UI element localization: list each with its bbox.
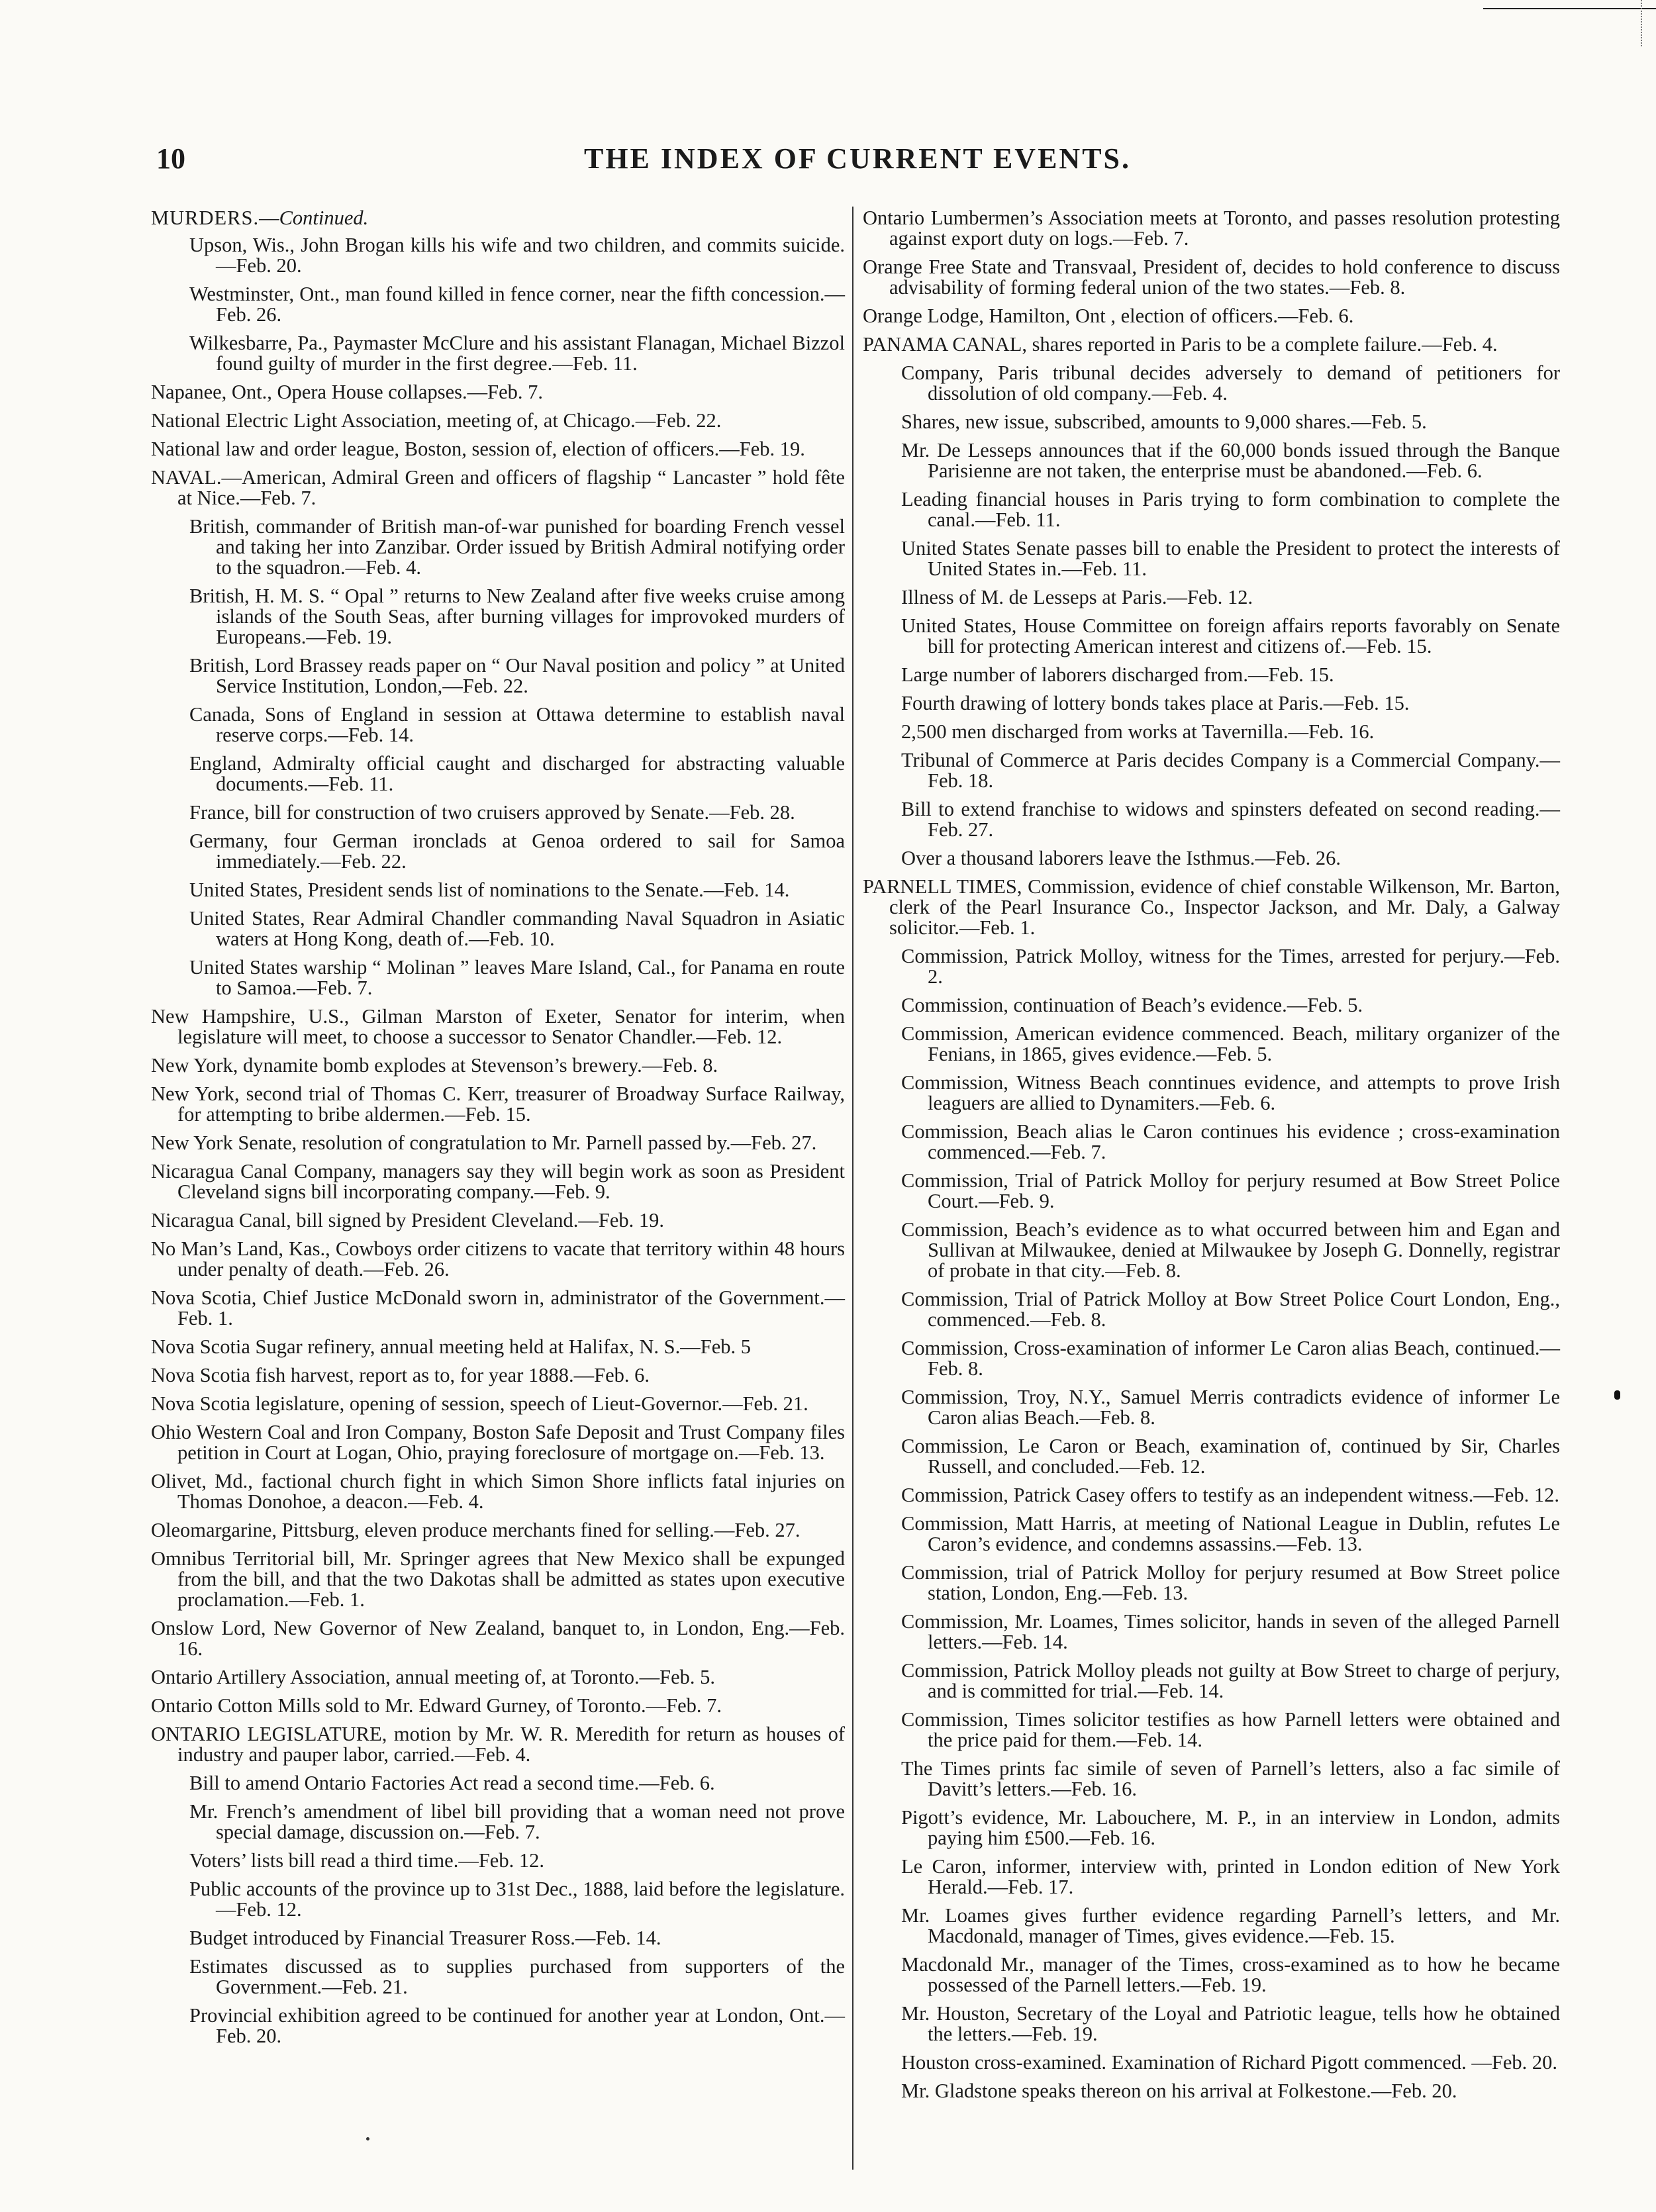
index-entry: Over a thousand laborers leave the Isthmus.—Feb. 26. xyxy=(901,847,1341,869)
index-entry: Omnibus Territorial bill, Mr. Springer agrees that New Mexico shall be expunged from the bill, and that the two Dakotas shall be admitted as states upon executive proclamation.—Feb. 1. xyxy=(151,1547,845,1611)
index-entry: Commission, trial of Patrick Molloy for perjury resumed at Bow Street police station, London, Eng.—Feb. 13. xyxy=(901,1561,1560,1604)
index-entry: Nicaragua Canal Company, managers say they will begin work as soon as President Cleveland signs bill incorporating company.—Feb. 9. xyxy=(151,1160,845,1203)
index-entry: New York, dynamite bomb explodes at Stevenson’s brewery.—Feb. 8. xyxy=(151,1054,718,1077)
index-entry: National Electric Light Association, meeting of, at Chicago.—Feb. 22. xyxy=(151,409,722,432)
index-entry: Commission, Times solicitor testifies as how Parnell letters were obtained and the price paid for them.—Feb. 14. xyxy=(901,1708,1560,1751)
index-entry: Commission, Matt Harris, at meeting of National League in Dublin, refutes Le Caron’s evidence, and condemns assassins.—Feb. 13. xyxy=(901,1512,1560,1555)
index-entry: France, bill for construction of two cruisers approved by Senate.—Feb. 28. xyxy=(189,801,795,824)
index-entry: Bill to extend franchise to widows and spinsters defeated on second reading.—Feb. 27. xyxy=(901,798,1560,841)
index-entry: New Hampshire, U.S., Gilman Marston of Exeter, Senator for interim, when legislature will meet, to choose a successor to Senator Chandler.—Feb. 12. xyxy=(151,1005,845,1048)
index-entry: Nova Scotia fish harvest, report as to, for year 1888.—Feb. 6. xyxy=(151,1364,650,1386)
index-entry: New York, second trial of Thomas C. Kerr, treasurer of Broadway Surface Railway, for attempting to bribe aldermen.—Feb. 15. xyxy=(151,1082,845,1126)
index-entry: The Times prints fac simile of seven of Parnell’s letters, also a fac simile of Davitt’s letters.—Feb. 16. xyxy=(901,1757,1560,1800)
index-entry: Commission, Beach alias le Caron continues his evidence ; cross-examination commenced.—Feb. 7. xyxy=(901,1120,1560,1163)
index-entry: Commission, Patrick Molloy pleads not guilty at Bow Street to charge of perjury, and is committed for trial.—Feb. 14. xyxy=(901,1659,1560,1702)
index-entry: Napanee, Ont., Opera House collapses.—Feb. 7. xyxy=(151,381,544,403)
index-entry: Commission, Cross-examination of informer Le Caron alias Beach, continued.—Feb. 8. xyxy=(901,1337,1560,1380)
index-entry: Commission, Witness Beach conntinues evidence, and attempts to prove Irish leaguers are allied to Dynamiters.—Feb. 6. xyxy=(901,1071,1560,1114)
index-entry: Le Caron, informer, interview with, printed in London edition of New York Herald.—Feb. 17. xyxy=(901,1855,1560,1898)
index-entry: Orange Lodge, Hamilton, Ont , election of officers.—Feb. 6. xyxy=(863,305,1354,327)
index-entry: Canada, Sons of England in session at Ottawa determine to establish naval reserve corps.—Feb. 14. xyxy=(189,703,845,746)
index-entry: Illness of M. de Lesseps at Paris.—Feb. 12. xyxy=(901,586,1253,608)
index-entry: Commission, continuation of Beach’s evidence.—Feb. 5. xyxy=(901,994,1363,1016)
section-heading-murders-continued xyxy=(151,208,845,228)
index-entry: Estimates discussed as to supplies purchased from supporters of the Government.—Feb. 21. xyxy=(189,1955,845,1998)
margin-ink-dot xyxy=(1614,1390,1620,1400)
index-entry: British, Lord Brassey reads paper on “ Our Naval position and policy ” at United Service Institution, London,—Feb. 22. xyxy=(189,654,845,697)
index-entry: Commission, Trial of Patrick Molloy at Bow Street Police Court London, Eng., commenced.—Feb. 8. xyxy=(901,1288,1560,1331)
index-entry: Commission, Beach’s evidence as to what occurred between him and Egan and Sullivan at Milwaukee, denied at Milwaukee by Joseph G. Donnelly, registrar of probate in that city.—Feb. 8. xyxy=(901,1218,1560,1282)
index-entry: United States Senate passes bill to enable the President to protect the interests of United States in.—Feb. 11. xyxy=(901,537,1560,580)
index-entry: British, commander of British man-of-war punished for boarding French vessel and taking her into Zanzibar. Order issued by British Admiral notifying order to the squadron.—Feb. 4. xyxy=(189,515,845,579)
index-entry: Ontario Artillery Association, annual meeting of, at Toronto.—Feb. 5. xyxy=(151,1666,716,1688)
index-entry: Nova Scotia, Chief Justice McDonald sworn in, administrator of the Government.—Feb. 1. xyxy=(151,1286,845,1329)
index-entry: Public accounts of the province up to 31st Dec., 1888, laid before the legislature.—Feb. 12. xyxy=(189,1878,845,1921)
index-entry: Company, Paris tribunal decides adversely to demand of petitioners for dissolution of old company.—Feb. 4. xyxy=(901,361,1560,405)
index-entry: Ontario Lumbermen’s Association meets at Toronto, and passes resolution protesting against export duty on logs.—Feb. 7. xyxy=(863,207,1560,250)
index-entry: British, H. M. S. “ Opal ” returns to New Zealand after five weeks cruise among islands of the South Seas, after burning villages for improvoked murders of Europeans.—Feb. 19. xyxy=(189,585,845,648)
index-entry: Germany, four German ironclads at Genoa ordered to sail for Samoa immediately.—Feb. 22. xyxy=(189,830,845,873)
page-header xyxy=(156,142,1559,175)
index-entry: Nicaragua Canal, bill signed by President Cleveland.—Feb. 19. xyxy=(151,1209,665,1231)
right-column xyxy=(863,208,1560,2188)
index-entry: Mr. French’s amendment of libel bill providing that a woman need not prove special damage, discussion on.—Feb. 7. xyxy=(189,1800,845,1843)
index-entry: United States, Rear Admiral Chandler commanding Naval Squadron in Asiatic waters at Hong Kong, death of.—Feb. 10. xyxy=(189,907,845,950)
heading-separator: — xyxy=(259,207,279,229)
section-heading-label: MURDERS. xyxy=(151,207,260,229)
index-entry: Budget introduced by Financial Treasurer Ross.—Feb. 14. xyxy=(189,1927,661,1949)
index-entry: Upson, Wis., John Brogan kills his wife and two children, and commits suicide.—Feb. 20. xyxy=(189,234,845,277)
index-entry: Commission, Le Caron or Beach, examination of, continued by Sir, Charles Russell, and concluded.—Feb. 12. xyxy=(901,1435,1560,1478)
index-entry: PARNELL TIMES, Commission, evidence of chief constable Wilkenson, Mr. Barton, clerk of the Pearl Insurance Co., Inspector Jackson, and Mr. Daly, a Galway solicitor.—Feb. 1. xyxy=(863,875,1560,939)
index-entry: Large number of laborers discharged from.—Feb. 15. xyxy=(901,663,1334,686)
index-entry: Commission, American evidence commenced. Beach, military organizer of the Fenians, in 1865, gives evidence.—Feb. 5. xyxy=(901,1022,1560,1065)
index-entry: Provincial exhibition agreed to be continued for another year at London, Ont.—Feb. 20. xyxy=(189,2004,845,2047)
index-entry: Voters’ lists bill read a third time.—Feb. 12. xyxy=(189,1849,544,1872)
index-entry: Shares, new issue, subscribed, amounts to 9,000 shares.—Feb. 5. xyxy=(901,410,1427,433)
index-entry: PANAMA CANAL, shares reported in Paris to be a complete failure.—Feb. 4. xyxy=(863,333,1498,356)
index-entry: Olivet, Md., factional church fight in which Simon Shore inflicts fatal injuries on Thomas Donohoe, a deacon.—Feb. 4. xyxy=(151,1470,845,1513)
index-entry: ONTARIO LEGISLATURE, motion by Mr. W. R. Meredith for return as houses of industry and pauper labor, carried.—Feb. 4. xyxy=(151,1723,845,1766)
index-entry: United States, House Committee on foreign affairs reports favorably on Senate bill for protecting American interest and citizens of.—Feb. 15. xyxy=(901,614,1560,657)
index-entry: NAVAL.—American, Admiral Green and officers of flagship “ Lancaster ” hold fête at Nice.—Feb. 7. xyxy=(151,466,845,509)
column-divider xyxy=(852,207,853,2170)
index-entry: Ontario Cotton Mills sold to Mr. Edward Gurney, of Toronto.—Feb. 7. xyxy=(151,1694,722,1717)
index-entry: Tribunal of Commerce at Paris decides Company is a Commercial Company.—Feb. 18. xyxy=(901,749,1560,792)
index-entry: Nova Scotia legislature, opening of session, speech of Lieut-Governor.—Feb. 21. xyxy=(151,1392,808,1415)
index-entry: Commission, Mr. Loames, Times solicitor, hands in seven of the alleged Parnell letters.—Feb. 14. xyxy=(901,1610,1560,1653)
index-entry: Mr. De Lesseps announces that if the 60,000 bonds issued through the Banque Parisienne are not taken, the enterprise must be abandoned.—Feb. 6. xyxy=(901,439,1560,482)
index-entry: United States warship “ Molinan ” leaves Mare Island, Cal., for Panama en route to Samoa.—Feb. 7. xyxy=(189,956,845,999)
binding-edge-mark xyxy=(1641,0,1654,46)
running-title: THE INDEX OF CURRENT EVENTS. xyxy=(583,142,1132,175)
index-entry: New York Senate, resolution of congratulation to Mr. Parnell passed by.—Feb. 27. xyxy=(151,1131,817,1154)
page-number: 10 xyxy=(156,142,185,175)
ink-speck xyxy=(366,2137,369,2140)
index-entry: Westminster, Ont., man found killed in fence corner, near the fifth concession.—Feb. 26. xyxy=(189,283,845,326)
index-entry: Commission, Patrick Molloy, witness for the Times, arrested for perjury.—Feb. 2. xyxy=(901,945,1560,988)
index-entry: Bill to amend Ontario Factories Act read a second time.—Feb. 6. xyxy=(189,1772,715,1794)
index-entry: Commission, Trial of Patrick Molloy for perjury resumed at Bow Street Police Court.—Feb. 9. xyxy=(901,1169,1560,1212)
index-entry: Macdonald Mr., manager of the Times, cross-examined as to how he became possessed of the Parnell letters.—Feb. 19. xyxy=(901,1953,1560,1996)
index-entry: Mr. Loames gives further evidence regarding Parnell’s letters, and Mr. Macdonald, manager of Times, gives evidence.—Feb. 15. xyxy=(901,1904,1560,1947)
index-entry: Mr. Gladstone speaks thereon on his arrival at Folkestone.—Feb. 20. xyxy=(901,2080,1457,2102)
index-entry: Mr. Houston, Secretary of the Loyal and Patriotic league, tells how he obtained the letters.—Feb. 19. xyxy=(901,2002,1560,2045)
index-entry: Fourth drawing of lottery bonds takes place at Paris.—Feb. 15. xyxy=(901,692,1410,714)
index-entry: Commission, Patrick Casey offers to testify as an independent witness.—Feb. 12. xyxy=(901,1484,1559,1506)
index-entry: Nova Scotia Sugar refinery, annual meeting held at Halifax, N. S.—Feb. 5 xyxy=(151,1335,752,1358)
index-entry: Houston cross-examined. Examination of Richard Pigott commenced. —Feb. 20. xyxy=(901,2051,1558,2074)
index-entry: Ohio Western Coal and Iron Company, Boston Safe Deposit and Trust Company files petition in Court at Logan, Ohio, praying foreclosure of mortgage on.—Feb. 13. xyxy=(151,1421,845,1464)
index-entry: Oleomargarine, Pittsburg, eleven produce merchants fined for selling.—Feb. 27. xyxy=(151,1519,801,1541)
right-entry-list xyxy=(863,208,1560,2101)
top-edge-rule xyxy=(1483,8,1656,9)
index-entry: Leading financial houses in Paris trying to form combination to complete the canal.—Feb. 11. xyxy=(901,488,1560,531)
left-column xyxy=(151,208,845,2188)
index-entry: Pigott’s evidence, Mr. Labouchere, M. P., in an interview in London, admits paying him £500.—Feb. 16. xyxy=(901,1806,1560,1849)
index-entry: Orange Free State and Transvaal, President of, decides to hold conference to discuss advisability of forming federal union of the two states.—Feb. 8. xyxy=(863,256,1560,299)
index-entry: United States, President sends list of nominations to the Senate.—Feb. 14. xyxy=(189,879,790,901)
left-entry-list xyxy=(151,235,845,2046)
index-entry: National law and order league, Boston, session of, election of officers.—Feb. 19. xyxy=(151,438,805,460)
index-entry: Commission, Troy, N.Y., Samuel Merris contradicts evidence of informer Le Caron alias Beach.—Feb. 8. xyxy=(901,1386,1560,1429)
continued-label: Continued. xyxy=(279,207,369,229)
index-entry: 2,500 men discharged from works at Tavernilla.—Feb. 16. xyxy=(901,720,1375,743)
index-entry: No Man’s Land, Kas., Cowboys order citizens to vacate that territory within 48 hours under penalty of death.—Feb. 26. xyxy=(151,1237,845,1280)
index-entry: England, Admiralty official caught and discharged for abstracting valuable documents.—Feb. 11. xyxy=(189,752,845,795)
index-entry: Onslow Lord, New Governor of New Zealand, banquet to, in London, Eng.—Feb. 16. xyxy=(151,1617,845,1660)
index-entry: Wilkesbarre, Pa., Paymaster McClure and his assistant Flanagan, Michael Bizzol found guilty of murder in the first degree.—Feb. 11. xyxy=(189,332,845,375)
